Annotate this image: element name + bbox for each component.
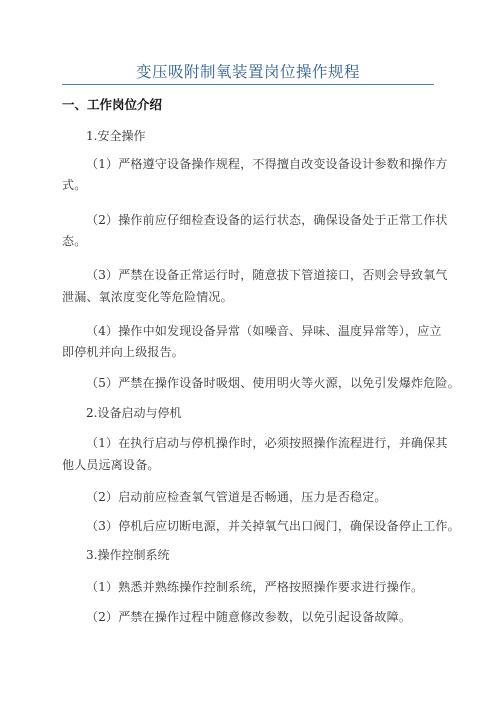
paragraph-line: （3）停机后应切断电源，并关掉氧气出口阀门，确保设备停止工作。 bbox=[86, 519, 460, 533]
document-title: 变压吸附制氧装置岗位操作规程 bbox=[135, 63, 360, 81]
paragraph-line: 他人员远离设备。 bbox=[62, 458, 160, 472]
title-underline bbox=[62, 84, 434, 85]
paragraph-line: （2）启动前应检查氧气管道是否畅通，压力是否稳定。 bbox=[86, 490, 387, 504]
paragraph-line: （5）严禁在操作设备时吸烟、使用明火等火源，以免引发爆炸危险。 bbox=[86, 376, 460, 390]
paragraph-line: 泄漏、氧浓度变化等危险情况。 bbox=[62, 290, 233, 304]
section-heading: 一、工作岗位介绍 bbox=[62, 97, 163, 112]
paragraph-line: 即停机并向上级报告。 bbox=[62, 345, 185, 359]
paragraph-line: （1）熟悉并熟练操作控制系统，严格按照操作要求进行操作。 bbox=[86, 580, 424, 594]
paragraph-line: 式。 bbox=[62, 178, 87, 192]
paragraph-line: （1）严格遵守设备操作规程，不得擅自改变设备设计参数和操作方 bbox=[86, 157, 448, 171]
paragraph-line: 态。 bbox=[62, 234, 87, 248]
paragraph-line: （1）在执行启动与停机操作时，必须按照操作流程进行，并确保其 bbox=[86, 436, 448, 450]
subsection-heading-safety: 1.安全操作 bbox=[86, 129, 146, 143]
subsection-heading-control: 3.操作控制系统 bbox=[86, 548, 170, 562]
paragraph-line: （3）严禁在设备正常运行时，随意拔下管道接口，否则会导致氧气 bbox=[86, 268, 448, 282]
subsection-heading-startup: 2.设备启动与停机 bbox=[86, 406, 182, 420]
paragraph-line: （4）操作中如发现设备异常（如噪音、异味、温度异常等），应立 bbox=[86, 324, 442, 338]
paragraph-line: （2）操作前应仔细检查设备的运行状态，确保设备处于正常工作状 bbox=[86, 213, 448, 227]
paragraph-line: （2）严禁在操作过程中随意修改参数，以免引起设备故障。 bbox=[86, 610, 412, 624]
